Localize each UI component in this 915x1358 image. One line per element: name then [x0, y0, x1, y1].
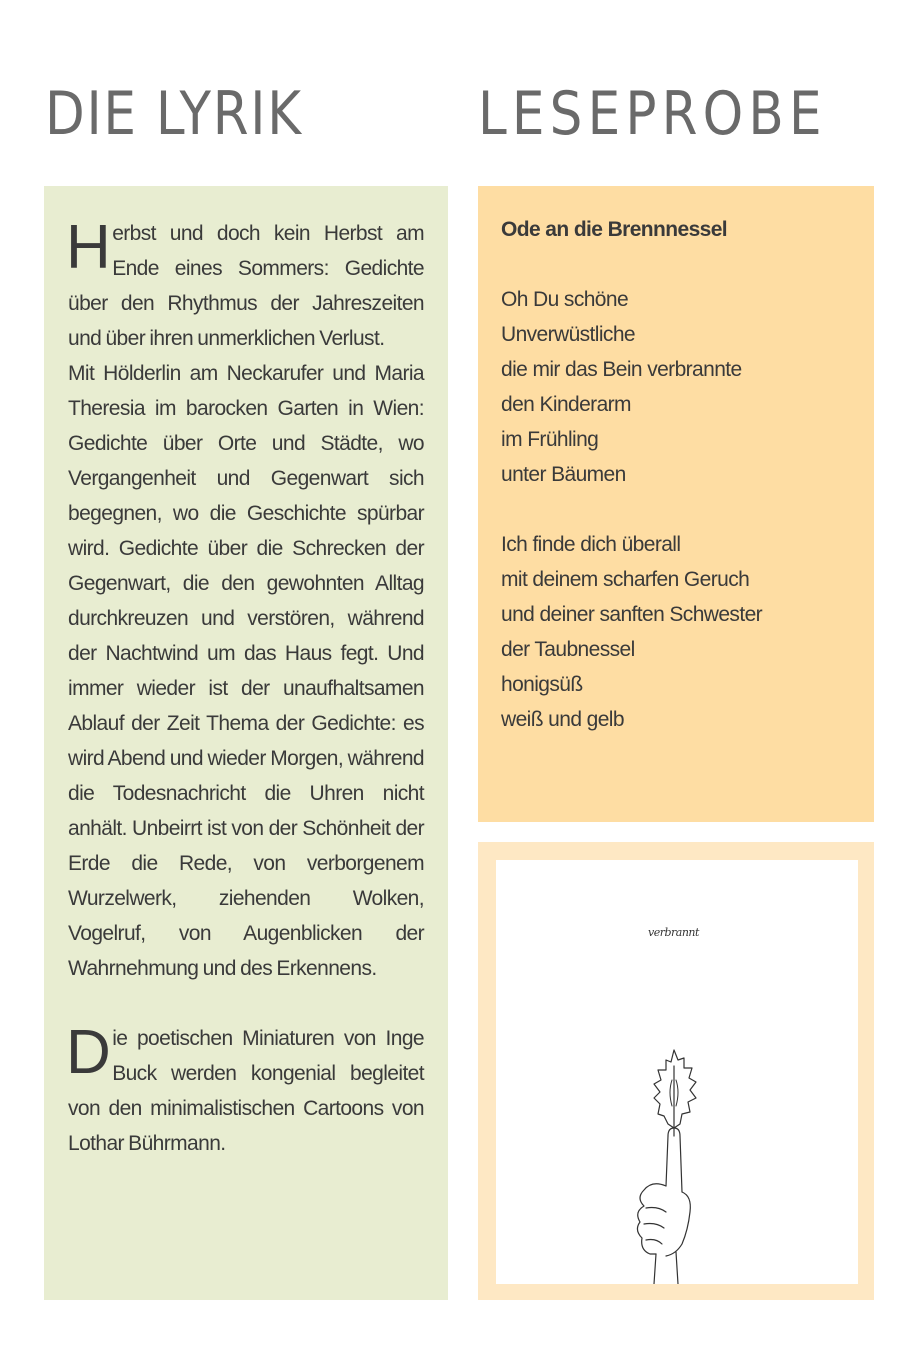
- poem-line: Unverwüstliche: [501, 323, 635, 346]
- poem-panel: [478, 186, 874, 822]
- poem-line: mit deinem scharfen Geruch: [501, 568, 750, 591]
- cartoon-caption: verbrannt: [648, 926, 699, 939]
- poem-stanza-1: [501, 282, 851, 492]
- nettle-leaf-on-finger-icon: [616, 1040, 736, 1284]
- drop-cap-d: D: [66, 1018, 111, 1087]
- heading-die-lyrik: DIE LYRIK: [45, 79, 303, 149]
- intro-panel: [44, 186, 448, 1300]
- poem-line: den Kinderarm: [501, 393, 631, 416]
- cartoon-image: [496, 860, 858, 1284]
- intro-paragraph-3-text: ie poetischen Miniaturen von Inge Buck werden kongenial begleitet von den minimalistischen Cartoons von Lothar Bührmann.: [68, 1027, 424, 1155]
- poem-title: Ode an die Brennnessel: [501, 218, 728, 241]
- poem-line: und deiner sanften Schwester: [501, 603, 763, 626]
- poem-line: honigsüß: [501, 673, 583, 696]
- intro-text: [66, 213, 424, 1161]
- poem-line: weiß und gelb: [501, 708, 624, 731]
- intro-paragraph-1: [66, 213, 424, 356]
- intro-paragraph-3: [66, 1018, 424, 1161]
- drop-cap-h: H: [66, 213, 111, 282]
- poem-line: im Frühling: [501, 428, 599, 451]
- poem-line: der Taubnessel: [501, 638, 635, 661]
- poem: [501, 212, 851, 772]
- heading-leseprobe: LESEPROBE: [478, 79, 827, 149]
- poem-line: unter Bäumen: [501, 463, 626, 486]
- poem-stanza-2: [501, 527, 851, 737]
- intro-paragraph-2: Mit Hölderlin am Neckarufer und Maria Theresia im barocken Garten in Wien: Gedichte über Orte und Städte, wo Vergangenheit und Gegenwart sich begegnen, wo die Geschichte spürbar wird. Gedichte über die Schrecken der Gegenwart, die den gewohnten Alltag durchkreuzen und verstören, während der Nachtwind um das Haus fegt. Und immer wieder ist der unaufhaltsamen Ablauf der Zeit Thema der Gedichte: es wird Abend und wieder Morgen, während die Todesnachricht die Uhren nicht anhält. Unbeirrt ist von der Schönheit der Erde die Rede, von verborgenem Wurzelwerk, ziehenden Wolken, Vogelruf, von Augenblicken der Wahrnehmung und des Erkennens.: [68, 362, 424, 980]
- poem-line: Oh Du schöne: [501, 288, 629, 311]
- cartoon-frame: [478, 842, 874, 1300]
- intro-paragraph-1-text: erbst und doch kein Herbst am Ende eines Sommers: Gedichte über den Rhythmus der Jahreszeiten und über ihren unmerklichen Verlust.: [68, 222, 424, 350]
- poem-line: die mir das Bein verbrannte: [501, 358, 742, 381]
- poem-line: Ich finde dich überall: [501, 533, 681, 556]
